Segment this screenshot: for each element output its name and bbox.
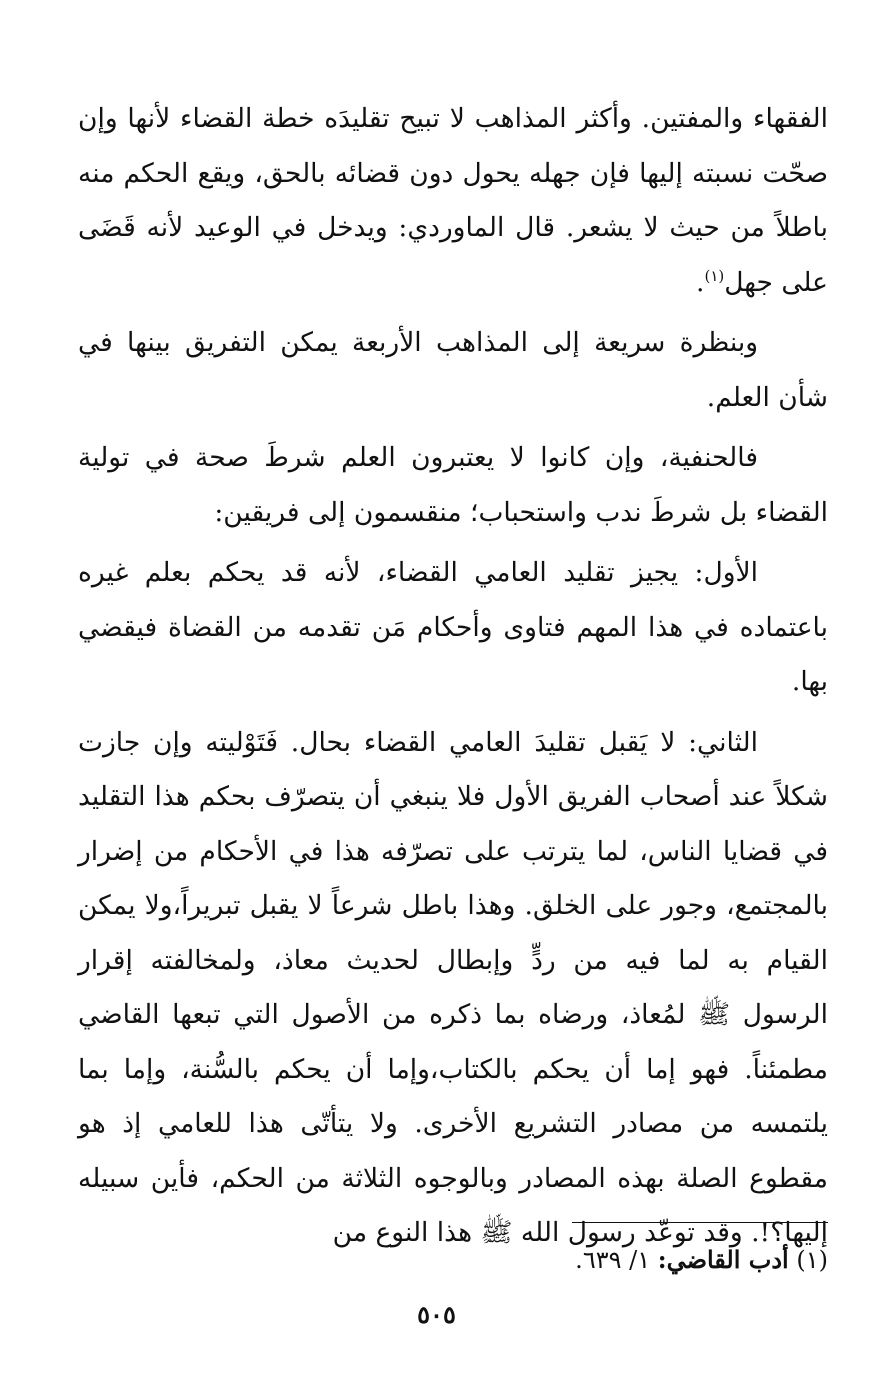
paragraph-1-tail: .	[696, 266, 705, 298]
paragraph-1	[78, 92, 828, 310]
paragraph-3: فالحنفية، وإن كانوا لا يعتبرون العلم شرطَ صحة في تولية القضاء بل شرطَ ندب واستحباب؛ منقسمون إلى فريقين:	[78, 442, 828, 528]
paragraph-2: وبنظرة سريعة إلى المذاهب الأربعة يمكن التفريق بينها في شأن العلم.	[78, 327, 828, 413]
paragraph-4: الأول: يجيز تقليد العامي القضاء، لأنه قد يحكم بعلم غيره باعتماده في هذا المهم فتاوى وأحكام مَن تقدمه من القضاة فيقضي بها.	[78, 557, 828, 697]
page-number: ٥٠٥	[417, 1300, 456, 1329]
footnote-ref: ١/ ٦٣٩.	[575, 1246, 651, 1274]
footnote-number: (١)	[796, 1246, 828, 1274]
page-body	[78, 92, 828, 1261]
footnote-divider	[572, 1222, 828, 1223]
paragraph-5: الثاني: لا يَقبل تقليدَ العامي القضاء بحال. فَتَوْليته وإن جازت شكلاً عند أصحاب الفريق الأول فلا ينبغي أن يتصرّف بحكم هذا التقليد في قضايا الناس، لما يترتب على تصرّفه هذا في الأحكام من إضرار بالمجتمع، وجور على الخلق. وهذا باطل شرعاً لا يقبل تبريراً،ولا يمكن القيام به لما فيه من ردٍّ وإبطال لحديث معاذ، ولمخالفته إقرار الرسول ﷺ لمُعاذ، ورضاه بما ذكره من الأصول التي تبعها القاضي مطمئناً. فهو إما أن يحكم بالكتاب،وإما أن يحكم بالسُّنة، وإما بما يلتمسه من مصادر التشريع الأخرى. ولا يتأتّى هذا للعامي إذ هو مقطوع الصلة بهذه المصادر وبالوجوه الثلاثة من الحكم، فأين سبيله إليها؟!. وقد توعّد رسول الله ﷺ هذا النوع من	[78, 726, 828, 1248]
footnote-title: أدب القاضي:	[657, 1245, 789, 1274]
footnote-reference[interactable]: (١)	[704, 266, 725, 285]
footnote	[78, 1240, 828, 1280]
paragraph-1-text: الفقهاء والمفتين. وأكثر المذاهب لا تبيح تقليدَه خطة القضاء لأنها وإن صحّت نسبته إليها فإن جهله يحول دون قضائه بالحق، ويقع الحكم منه باطلاً من حيث لا يشعر. قال الماوردي: ويدخل في الوعيد لأنه قَضَى على جهل	[78, 103, 828, 298]
